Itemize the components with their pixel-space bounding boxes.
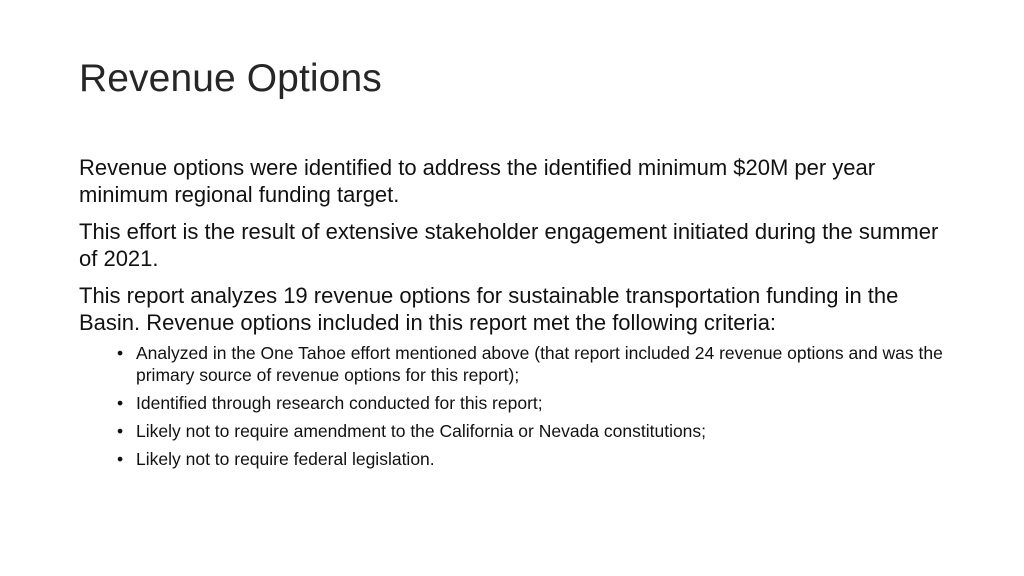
criteria-list <box>79 342 959 470</box>
criteria-item-text: Likely not to require federal legislation. <box>136 449 435 469</box>
criteria-item-text: Identified through research conducted for this report; <box>136 393 543 413</box>
criteria-item-text: Analyzed in the One Tahoe effort mentioned above (that report included 24 revenue options and was the primary source of revenue options for this report); <box>136 343 943 385</box>
criteria-item <box>117 420 959 442</box>
criteria-item <box>117 392 959 414</box>
bullet-icon: • <box>117 421 124 441</box>
criteria-item <box>117 448 959 470</box>
slide-title: Revenue Options <box>79 57 382 100</box>
criteria-item-text: Likely not to require amendment to the California or Nevada constitutions; <box>136 421 707 441</box>
paragraph-report-analysis: This report analyzes 19 revenue options for sustainable transportation funding in the Basin. Revenue options included in this report met the following criteria: <box>79 283 899 335</box>
bullet-icon: • <box>117 343 124 363</box>
slide-body <box>79 154 959 476</box>
bullet-icon: • <box>117 393 124 413</box>
paragraph-stakeholder-engagement: This effort is the result of extensive stakeholder engagement initiated during the summer of 2021. <box>79 219 939 271</box>
bullet-icon: • <box>117 449 124 469</box>
criteria-item <box>117 342 959 386</box>
paragraph-funding-target: Revenue options were identified to address the identified minimum $20M per year minimum regional funding target. <box>79 155 876 207</box>
